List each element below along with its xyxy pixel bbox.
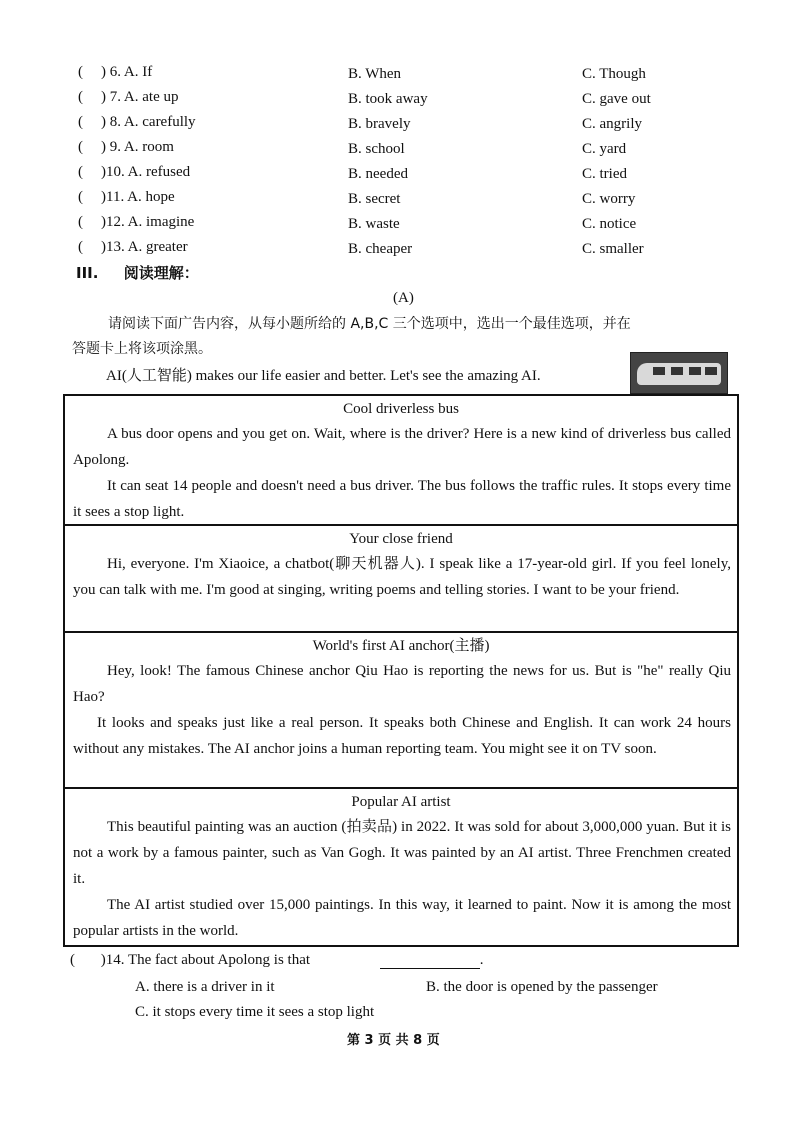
option-a: )13. A. greater bbox=[101, 239, 188, 255]
option-a: ) 7. A. ate up bbox=[101, 89, 179, 105]
stem-tail: . bbox=[479, 952, 484, 968]
option-c: C. notice bbox=[582, 216, 637, 232]
ad-ai-anchor bbox=[63, 631, 739, 789]
option-b: B. waste bbox=[348, 216, 400, 232]
option-b: B. cheaper bbox=[348, 241, 413, 257]
option-a: )11. A. hope bbox=[101, 189, 175, 205]
q14-option-c: C. it stops every time it sees a stop light bbox=[135, 1004, 375, 1020]
option-b: B. bravely bbox=[348, 116, 411, 132]
option-a: ) 8. A. carefully bbox=[101, 114, 196, 130]
option-b: B. school bbox=[348, 141, 405, 157]
ad-ai-artist bbox=[63, 787, 739, 947]
option-c: C. gave out bbox=[582, 91, 651, 107]
option-c: C. smaller bbox=[582, 241, 644, 257]
paren-open: ( bbox=[78, 239, 83, 255]
ad-paragraph: This beautiful painting was an auction (拍卖品) in 2022. It was sold for about 3,000,000 yuan. But it is not a work by a famous painter, such as Van Gogh. It was painted by an AI artist. Three Frenchmen created it. bbox=[73, 819, 731, 887]
instruction-line-2: 答题卡上将该项涂黑。 bbox=[72, 341, 212, 357]
cloze-row-8 bbox=[78, 114, 196, 131]
cloze-row-9 bbox=[78, 139, 174, 156]
ad-title: Cool driverless bus bbox=[343, 401, 459, 417]
section-heading bbox=[76, 262, 199, 283]
option-a: )12. A. imagine bbox=[101, 214, 195, 230]
paren-open: ( bbox=[78, 164, 83, 180]
section-number: III. bbox=[76, 264, 99, 282]
page-footer: 第 3 页 共 8 页 bbox=[347, 1033, 440, 1048]
train-image bbox=[630, 352, 728, 394]
option-b: B. needed bbox=[348, 166, 408, 182]
option-c: C. Though bbox=[582, 66, 646, 82]
instruction-line-1: 请阅读下面广告内容，从每小题所给的 A,B,C 三个选项中，选出一个最佳选项，并在 bbox=[108, 316, 631, 332]
option-a: ) 9. A. room bbox=[101, 139, 174, 155]
paren-open: ( bbox=[78, 139, 83, 155]
option-a: )10. A. refused bbox=[101, 164, 191, 180]
ad-paragraph: It can seat 14 people and doesn't need a bus driver. The bus follows the traffic rules. It stops every time it sees a stop light. bbox=[73, 478, 731, 520]
cloze-row-6 bbox=[78, 64, 152, 81]
question-14 bbox=[70, 952, 484, 969]
option-c: C. tried bbox=[582, 166, 627, 182]
ad-paragraph: Hey, look! The famous Chinese anchor Qiu Hao is reporting the news for us. But is "he" really Qiu Hao? bbox=[73, 663, 731, 705]
cloze-row-13 bbox=[78, 239, 188, 256]
q14-option-b: B. the door is opened by the passenger bbox=[426, 979, 658, 995]
ad-close-friend bbox=[63, 524, 739, 633]
paren-open: ( bbox=[78, 214, 83, 230]
passage-label: (A) bbox=[393, 290, 414, 306]
answer-blank bbox=[380, 954, 480, 969]
ad-paragraph: A bus door opens and you get on. Wait, where is the driver? Here is a new kind of driverless bus called Apolong. bbox=[73, 426, 731, 468]
option-b: B. secret bbox=[348, 191, 401, 207]
ad-title: Your close friend bbox=[349, 531, 453, 547]
cloze-row-7 bbox=[78, 89, 178, 106]
option-b: B. took away bbox=[348, 91, 428, 107]
ad-title: Popular AI artist bbox=[351, 794, 451, 810]
paren-open: ( bbox=[78, 89, 83, 105]
option-b: B. When bbox=[348, 66, 402, 82]
paren-open: ( bbox=[78, 64, 83, 80]
cloze-row-11 bbox=[78, 189, 175, 206]
question-stem: )14. The fact about Apolong is that bbox=[100, 952, 311, 968]
paren-open: ( bbox=[70, 952, 75, 968]
paren-open: ( bbox=[78, 189, 83, 205]
ad-driverless-bus bbox=[63, 394, 739, 526]
cloze-row-10 bbox=[78, 164, 190, 181]
intro-line: AI(人工智能) makes our life easier and better. Let's see the amazing AI. bbox=[106, 368, 541, 384]
ad-paragraph: It looks and speaks just like a real person. It speaks both Chinese and English. It can work 24 hours without any mistakes. The AI anchor joins a human reporting team. You might see it on TV soon. bbox=[73, 715, 731, 757]
q14-option-a: A. there is a driver in it bbox=[135, 979, 275, 995]
cloze-row-12 bbox=[78, 214, 194, 231]
option-c: C. worry bbox=[582, 191, 636, 207]
ad-paragraph: The AI artist studied over 15,000 paintings. In this way, it learned to paint. Now it is among the most popular artists in the world. bbox=[73, 897, 731, 939]
paren-open: ( bbox=[78, 114, 83, 130]
ad-paragraph: Hi, everyone. I'm Xiaoice, a chatbot(聊天机器人). I speak like a 17-year-old girl. If you feel lonely, you can talk with me. I'm good at singing, writing poems and telling stories. I want to be your friend. bbox=[73, 556, 731, 598]
ad-title: World's first AI anchor(主播) bbox=[312, 638, 490, 654]
option-c: C. yard bbox=[582, 141, 627, 157]
option-c: C. angrily bbox=[582, 116, 642, 132]
option-a: ) 6. A. If bbox=[101, 64, 153, 80]
section-title: 阅读理解： bbox=[123, 264, 199, 282]
